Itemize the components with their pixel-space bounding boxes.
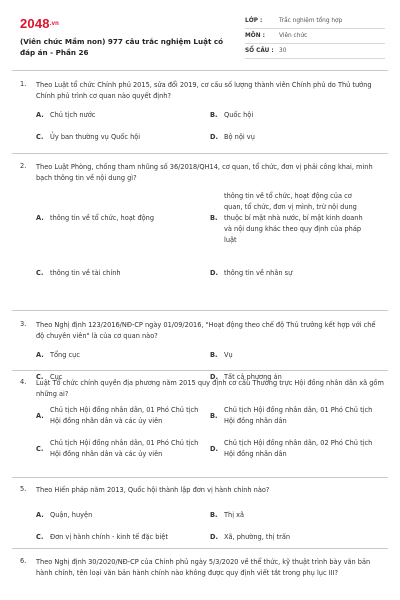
option-letter: C.: [36, 445, 44, 453]
question-5: [20, 485, 385, 540]
options: [36, 102, 385, 146]
meta-key: LỚP :: [245, 17, 263, 24]
meta-row-subject: [245, 29, 385, 44]
meta-value: Viên chức: [279, 32, 308, 39]
option-text: Thị xã: [224, 511, 245, 519]
meta-row-count: [245, 44, 385, 59]
option-text: Quận, huyện: [50, 511, 93, 519]
question-text: Theo Hiến pháp năm 2013, Quốc hội thành lập đơn vị hành chính nào?: [36, 486, 270, 494]
option-c[interactable]: [36, 532, 206, 543]
option-text: thông tin về tổ chức, hoạt động: [50, 214, 155, 222]
option-text: Chủ tịch Hội đồng nhân dân, 01 Phó Chủ tịch Hội đồng nhân dân và các ủy viên: [50, 406, 199, 425]
option-text: Ủy ban thường vụ Quốc hội: [50, 133, 141, 141]
question-1: [20, 80, 385, 146]
option-d[interactable]: [210, 532, 380, 543]
option-letter: D.: [210, 533, 218, 541]
meta-value: Trắc nghiệm tổng hợp: [279, 17, 343, 24]
option-text: Bộ nội vụ: [224, 133, 255, 141]
option-letter: C.: [36, 269, 44, 277]
option-text: Chủ tịch Hội đồng nhân dân, 01 Phó Chủ tịch Hội đồng nhân dân và các ủy viên: [50, 439, 199, 458]
option-b[interactable]: [210, 405, 380, 427]
option-letter: A.: [36, 214, 44, 222]
option-letter: A.: [36, 111, 44, 119]
question-number: 2.: [20, 162, 27, 170]
question-text: Luật Tổ chức chính quyền địa phương năm 2015 quy định cơ cấu Thường trực Hội đồng nhân dân xã gồm những ai?: [36, 379, 384, 398]
options: [36, 400, 385, 464]
option-letter: A.: [36, 412, 44, 420]
document-title: (Viên chức Mầm non) 977 câu trắc nghiệm Luật có đáp án - Phần 26: [20, 37, 224, 57]
option-text: Chủ tịch Hội đồng nhân dân, 01 Phó Chủ tịch Hội đồng nhân dân: [224, 406, 373, 425]
divider: [12, 310, 388, 311]
meta-row-class: [245, 14, 385, 29]
option-c[interactable]: [36, 438, 206, 460]
option-text: Tổng cục: [50, 351, 80, 359]
option-a[interactable]: [36, 213, 206, 224]
option-text: thông tin về tổ chức, hoạt động của cơ quan, tổ chức, đơn vị mình, trừ nội dung thuộc bí mật nhà nước, bí mật kinh doanh và nội dung khác theo quy định của pháp luật: [224, 192, 363, 244]
question-text: Theo Luật tổ chức Chính phủ 2015, sửa đổi 2019, cơ cấu số lượng thành viên Chính phủ do Thủ tướng Chính phủ trình cơ quan nào quyết định?: [36, 81, 372, 100]
option-d[interactable]: [210, 438, 380, 460]
question-number: 5.: [20, 485, 27, 493]
option-a[interactable]: [36, 110, 206, 121]
option-letter: B.: [210, 214, 218, 222]
logo-suffix: .vn: [49, 21, 60, 28]
option-text: Xã, phường, thị trấn: [224, 533, 291, 541]
options: [36, 184, 385, 280]
option-d[interactable]: [210, 132, 380, 143]
option-b[interactable]: [210, 350, 380, 361]
meta-key: MÔN :: [245, 32, 265, 39]
option-b[interactable]: [210, 110, 380, 121]
option-a[interactable]: [36, 510, 206, 521]
option-text: Chủ tịch Hội đồng nhân dân, 02 Phó Chủ tịch Hội đồng nhân dân: [224, 439, 373, 458]
question-2: [20, 162, 385, 280]
option-letter: B.: [210, 111, 218, 119]
divider: [12, 70, 388, 71]
page-header: [20, 14, 385, 58]
question-number: 6.: [20, 557, 27, 565]
question-text: Theo Nghị định 123/2016/NĐ-CP ngày 01/09/2016, "Hoạt động theo chế độ Thủ trưởng kết hợp với chế độ chuyên viên" là của cơ quan nào?: [36, 321, 376, 340]
option-text: Quốc hội: [224, 111, 254, 119]
option-letter: A.: [36, 351, 44, 359]
option-letter: B.: [210, 412, 218, 420]
option-text: Tất cả phương án: [224, 373, 282, 381]
logo-main: 2048: [20, 16, 50, 31]
option-text: thông tin về nhân sự: [224, 269, 293, 277]
option-text: Đơn vị hành chính - kinh tế đặc biệt: [50, 533, 168, 541]
question-number: 4.: [20, 378, 27, 386]
meta-value: 30: [279, 47, 287, 54]
meta-key: SỐ CÂU :: [245, 47, 274, 54]
option-b[interactable]: [210, 191, 370, 246]
divider: [12, 477, 388, 478]
option-text: Chủ tịch nước: [50, 111, 96, 119]
question-3: [20, 320, 385, 386]
option-letter: C.: [36, 133, 44, 141]
option-letter: A.: [36, 511, 44, 519]
option-text: Vụ: [224, 351, 233, 359]
divider: [12, 370, 388, 371]
question-number: 3.: [20, 320, 27, 328]
divider: [12, 153, 388, 154]
site-logo[interactable]: [20, 14, 59, 34]
question-4: [20, 378, 385, 464]
question-text: Theo Luật Phòng, chống tham nhũng số 36/2018/QH14, cơ quan, tổ chức, đơn vị phải công khai, minh bạch thông tin về nội dung gì?: [36, 163, 373, 182]
option-letter: D.: [210, 269, 218, 277]
option-letter: C.: [36, 373, 44, 381]
divider: [12, 548, 388, 549]
question-6: [20, 557, 385, 579]
option-c[interactable]: [36, 268, 206, 279]
option-a[interactable]: [36, 405, 206, 427]
question-text: Theo Nghị định 30/2020/NĐ-CP của Chính phủ ngày 5/3/2020 về thể thức, kỹ thuật trình bày văn bản hành chính, tên loại văn bản hành chính nào không được quy định viết tắt trong phụ lục III?: [36, 558, 371, 577]
option-letter: D.: [210, 133, 218, 141]
meta-table: [245, 14, 385, 59]
option-b[interactable]: [210, 510, 380, 521]
option-c[interactable]: [36, 132, 206, 143]
option-a[interactable]: [36, 350, 206, 361]
option-letter: B.: [210, 511, 218, 519]
option-letter: D.: [210, 445, 218, 453]
option-text: Cục: [50, 373, 63, 381]
option-letter: B.: [210, 351, 218, 359]
options: [36, 496, 385, 540]
option-text: thông tin về tài chính: [50, 269, 121, 277]
option-letter: C.: [36, 533, 44, 541]
question-number: 1.: [20, 80, 27, 88]
option-d[interactable]: [210, 268, 380, 279]
option-letter: D.: [210, 373, 218, 381]
